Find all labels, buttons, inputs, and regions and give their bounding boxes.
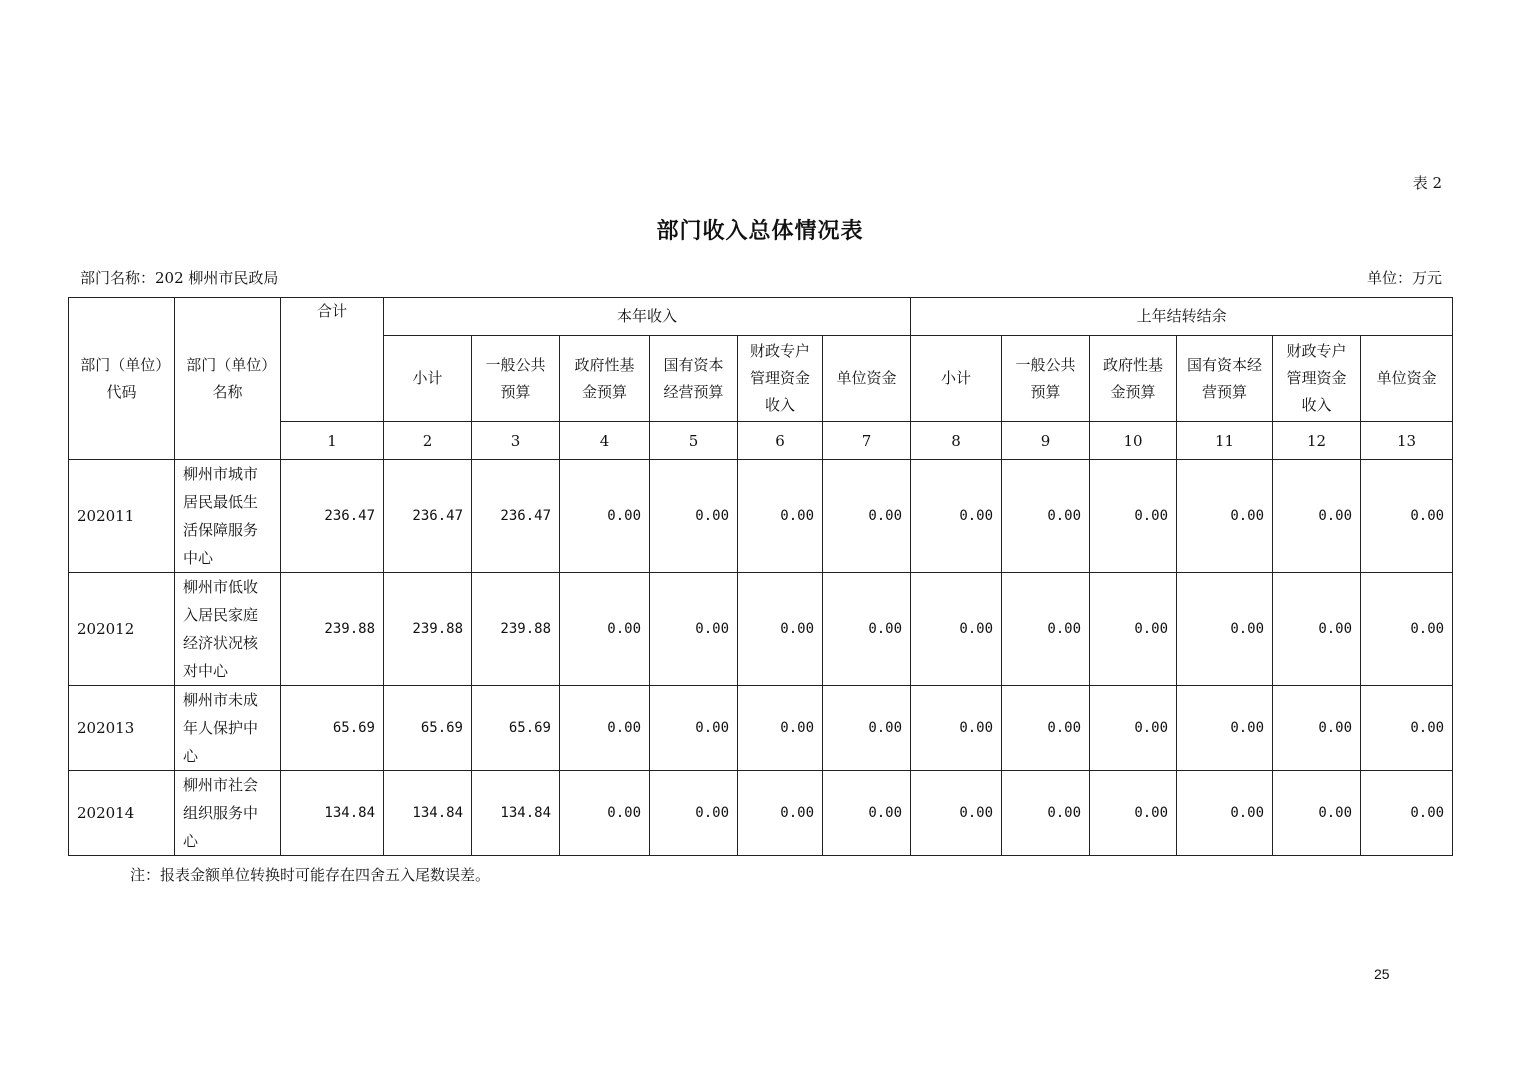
row-value: 65.69 (384, 686, 472, 771)
row-value: 0.00 (1361, 573, 1453, 686)
row-value: 0.00 (650, 460, 738, 573)
row-value: 0.00 (911, 460, 1002, 573)
column-index: 3 (472, 422, 560, 460)
row-value: 239.88 (384, 573, 472, 686)
row-value: 0.00 (1273, 460, 1361, 573)
row-value: 0.00 (1090, 460, 1177, 573)
table-row (69, 573, 1453, 686)
income-summary-table (68, 297, 1453, 856)
column-index: 9 (1002, 422, 1090, 460)
header-current-general-budget: 一般公共预算 (472, 336, 560, 422)
column-index: 8 (911, 422, 1002, 460)
row-value: 239.88 (281, 573, 384, 686)
header-carry-state-capital: 国有资本经营预算 (1177, 336, 1273, 422)
row-value: 0.00 (1273, 573, 1361, 686)
table-row (69, 686, 1453, 771)
row-dept-code: 202012 (69, 573, 175, 686)
header-current-gov-fund: 政府性基金预算 (560, 336, 650, 422)
row-dept-code: 202011 (69, 460, 175, 573)
column-index: 5 (650, 422, 738, 460)
table-number-label: 表 2 (1412, 174, 1442, 192)
row-value: 0.00 (1361, 771, 1453, 856)
page-number: 25 (1374, 966, 1390, 982)
row-value: 0.00 (823, 686, 911, 771)
column-index: 12 (1273, 422, 1361, 460)
row-value: 0.00 (1273, 686, 1361, 771)
row-dept-code: 202013 (69, 686, 175, 771)
header-carryover-balance: 上年结转结余 (911, 298, 1453, 336)
column-index: 2 (384, 422, 472, 460)
page-title: 部门收入总体情况表 (656, 218, 864, 244)
row-value: 0.00 (1002, 573, 1090, 686)
column-index: 6 (738, 422, 823, 460)
row-value: 236.47 (281, 460, 384, 573)
row-value: 0.00 (1177, 573, 1273, 686)
header-carry-fiscal-special: 财政专户管理资金收入 (1273, 336, 1361, 422)
row-value: 0.00 (560, 573, 650, 686)
column-index: 10 (1090, 422, 1177, 460)
row-value: 0.00 (1090, 771, 1177, 856)
row-value: 0.00 (738, 573, 823, 686)
table-row (69, 771, 1453, 856)
column-index: 1 (281, 422, 384, 460)
column-index: 13 (1361, 422, 1453, 460)
header-carry-subtotal: 小计 (911, 336, 1002, 422)
row-value: 65.69 (472, 686, 560, 771)
column-index: 7 (823, 422, 911, 460)
row-value: 0.00 (738, 771, 823, 856)
department-name-label: 部门名称：202 柳州市民政局 (80, 269, 279, 287)
row-value: 0.00 (738, 460, 823, 573)
row-dept-name: 柳州市未成年人保护中心 (175, 686, 281, 771)
row-dept-name: 柳州市社会组织服务中心 (175, 771, 281, 856)
row-value: 0.00 (650, 771, 738, 856)
header-dept-code: 部门（单位）代码 (69, 298, 175, 460)
row-value: 0.00 (560, 686, 650, 771)
row-value: 134.84 (472, 771, 560, 856)
row-value: 0.00 (823, 460, 911, 573)
row-value: 65.69 (281, 686, 384, 771)
header-current-unit-funds: 单位资金 (823, 336, 911, 422)
footnote: 注：报表金额单位转换时可能存在四舍五入尾数误差。 (130, 866, 491, 884)
row-value: 0.00 (1002, 771, 1090, 856)
header-carry-general-budget: 一般公共预算 (1002, 336, 1090, 422)
column-index: 4 (560, 422, 650, 460)
header-carry-unit-funds: 单位资金 (1361, 336, 1453, 422)
row-value: 0.00 (560, 460, 650, 573)
header-total: 合计 (281, 298, 384, 422)
header-carry-gov-fund: 政府性基金预算 (1090, 336, 1177, 422)
row-value: 0.00 (1177, 771, 1273, 856)
column-index: 11 (1177, 422, 1273, 460)
row-value: 0.00 (738, 686, 823, 771)
row-dept-name: 柳州市城市居民最低生活保障服务中心 (175, 460, 281, 573)
row-value: 0.00 (1090, 573, 1177, 686)
row-value: 0.00 (1002, 686, 1090, 771)
row-value: 0.00 (1361, 460, 1453, 573)
row-value: 239.88 (472, 573, 560, 686)
header-current-subtotal: 小计 (384, 336, 472, 422)
table-row (69, 460, 1453, 573)
row-value: 236.47 (472, 460, 560, 573)
row-value: 134.84 (384, 771, 472, 856)
row-value: 0.00 (911, 771, 1002, 856)
row-dept-name: 柳州市低收入居民家庭经济状况核对中心 (175, 573, 281, 686)
row-value: 0.00 (650, 686, 738, 771)
row-value: 0.00 (911, 573, 1002, 686)
header-current-fiscal-special: 财政专户管理资金收入 (738, 336, 823, 422)
row-value: 0.00 (1090, 686, 1177, 771)
row-value: 0.00 (911, 686, 1002, 771)
row-value: 134.84 (281, 771, 384, 856)
unit-label: 单位：万元 (1366, 269, 1442, 287)
row-value: 0.00 (1361, 686, 1453, 771)
row-value: 0.00 (650, 573, 738, 686)
row-value: 0.00 (823, 771, 911, 856)
header-current-year-income: 本年收入 (384, 298, 911, 336)
row-value: 0.00 (1177, 460, 1273, 573)
header-row-groups (69, 298, 1453, 336)
row-value: 0.00 (823, 573, 911, 686)
row-value: 0.00 (1177, 686, 1273, 771)
header-current-state-capital: 国有资本经营预算 (650, 336, 738, 422)
row-value: 0.00 (560, 771, 650, 856)
row-value: 236.47 (384, 460, 472, 573)
header-dept-name: 部门（单位）名称 (175, 298, 281, 460)
row-value: 0.00 (1002, 460, 1090, 573)
row-dept-code: 202014 (69, 771, 175, 856)
row-value: 0.00 (1273, 771, 1361, 856)
